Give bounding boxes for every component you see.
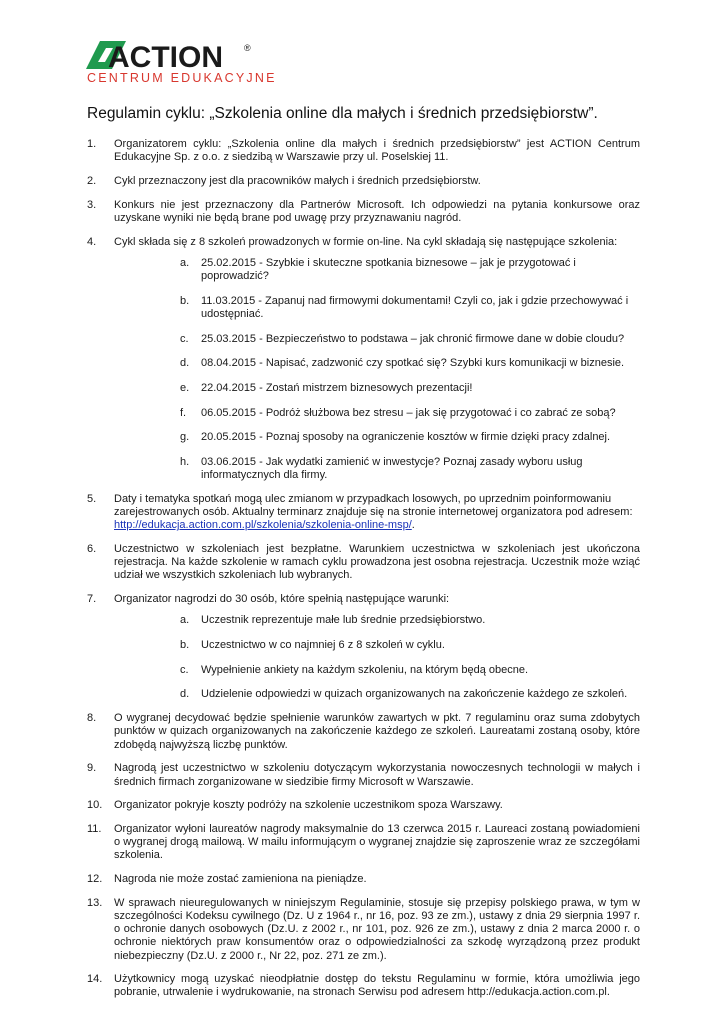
list-item [87, 973, 640, 999]
item-text: W sprawach nieuregulowanych w niniejszym Regulaminie, stosuje się przepisy polskiego prawa, w tym w szczególności Kodeksu cywilnego (Dz. U z 1964 r., nr 16, poz. 93 ze zm.), ustawy z dnia 29 sierpnia 1997 r. o ochronie danych osobowych (Dz.U. z 2002 r., nr 101, poz. 926 ze zm.), ustawy z dnia 2 marca 2000 r. o ochronie niektórych praw konsumentów oraz o odpowiedzialności za szkodę wyrządzoną przez produkt niebezpieczny (Dz.U. z 2000 r., Nr 22, poz. 271 ze zm.). [114, 896, 640, 962]
item-number: 4. [87, 235, 97, 248]
list-item [87, 712, 640, 752]
sub-list-item [114, 357, 640, 370]
list-item [87, 493, 640, 533]
item-number: 1. [87, 138, 97, 150]
list-item [87, 593, 640, 702]
item-number: 13. [87, 896, 103, 909]
sub-item-letter: c. [180, 332, 189, 345]
sub-item-text: 25.03.2015 - Bezpieczeństwo to podstawa – jak chronić firmowe dane w dobie cloudu? [201, 332, 625, 345]
list-item [87, 543, 640, 583]
brand-wordmark: ACTION [108, 41, 223, 70]
sub-list [114, 614, 640, 701]
list-item [87, 236, 640, 483]
sub-item-text: Uczestnik reprezentuje małe lub średnie przedsiębiorstwo. [201, 614, 486, 627]
sub-item-letter: f. [180, 406, 187, 419]
sub-item-text: Wypełnienie ankiety na każdym szkoleniu, na którym będą obecne. [201, 663, 529, 676]
item-text: Nagrodą jest uczestnictwo w szkoleniu dotyczącym wykorzystania nowoczesnych technologii w małych i średnich firmach zorganizowane w siedzibie firmy Microsoft w Warszawie. [114, 762, 640, 788]
item-number: 8. [87, 712, 97, 725]
item-number: 12. [87, 873, 103, 886]
link-suffix: . [411, 519, 415, 532]
item-text: Uczestnictwo w szkoleniach jest bezpłatne. Warunkiem uczestnictwa w szkoleniach jest ukończona rejestracja. Na każde szkolenie w ramach cyklu prowadzona jest osobna rejestracja. Uczestnik może wziąć udział we wszystkich szkoleniach lub wybranych. [114, 543, 640, 582]
sub-list-item [114, 639, 640, 652]
sub-item-text: 08.04.2015 - Napisać, zadzwonić czy spotkać się? Szybki kurs komunikacji w biznesie. [201, 357, 625, 370]
action-logo-mark [86, 40, 256, 70]
sub-item-letter: b. [180, 294, 190, 307]
sub-item-letter: c. [180, 663, 189, 676]
item-text: Użytkownicy mogą uzyskać nieodpłatnie dostęp do tekstu Regulaminu w formie, która umożliwia jego pobranie, utrwalenie i wydrukowanie, na stronach Serwisu pod adresem http://edukacja.action.com.pl. [114, 973, 640, 999]
item-number: 2. [87, 174, 97, 187]
sub-item-text: Uczestnictwo w co najmniej 6 z 8 szkoleń w cyklu. [201, 639, 445, 652]
sub-list-item [114, 664, 640, 677]
sub-list-item [114, 688, 640, 701]
sub-list-item [114, 295, 640, 321]
registered-mark: ® [244, 43, 251, 53]
sub-list [114, 257, 640, 483]
sub-list-item [114, 257, 640, 283]
item-number: 3. [87, 198, 97, 211]
sub-item-text: 20.05.2015 - Poznaj sposoby na ograniczenie kosztów w firmie dzięki pracy zdalnej. [201, 431, 611, 444]
item-text: Organizator wyłoni laureatów nagrody maksymalnie do 13 czerwca 2015 r. Laureaci zostaną powiadomieni o wygranej drogą mailową. W mailu informującym o wygranej znajdzie się zaproszenie wraz ze szczegółami szkolenia. [114, 822, 640, 862]
item-number: 9. [87, 762, 97, 775]
page-title: Regulamin cyklu: „Szkolenia online dla małych i średnich przedsiębiorstw”. [87, 105, 598, 122]
item-text: Cykl przeznaczony jest dla pracowników małych i średnich przedsiębiorstw. [114, 174, 481, 187]
sub-list-item [114, 614, 640, 627]
item-text: Cykl składa się z 8 szkoleń prowadzonych w formie on-line. Na cykl składają się następujące szkolenia: [114, 235, 618, 248]
list-item [87, 175, 640, 188]
item-number: 7. [87, 593, 97, 606]
sub-item-text: Udzielenie odpowiedzi w quizach organizowanych na zakończenie każdego ze szkoleń. [201, 688, 628, 701]
item-number: 11. [87, 822, 102, 835]
list-item [87, 823, 640, 863]
list-item [87, 799, 640, 812]
list-item [87, 762, 640, 788]
logo-subtitle: CENTRUM EDUKACYJNE [87, 71, 277, 85]
sub-item-text: 25.02.2015 - Szybkie i skuteczne spotkania biznesowe – jak je przygotować i poprowadzić? [201, 256, 576, 282]
sub-item-text: 03.06.2015 - Jak wydatki zamienić w inwestycje? Poznaj zasady wyboru usług informatycznych dla firmy. [201, 456, 583, 482]
list-item [87, 897, 640, 963]
item-number: 6. [87, 543, 97, 556]
list-item [87, 873, 640, 886]
item-text: Nagroda nie może zostać zamieniona na pieniądze. [114, 873, 367, 886]
sub-item-letter: a. [180, 256, 190, 269]
sub-item-letter: h. [180, 456, 190, 469]
sub-list-item [114, 382, 640, 395]
list-item [87, 199, 640, 225]
item-text: Organizatorem cyklu: „Szkolenia online dla małych i średnich przedsiębiorstw” jest ACTION Centrum Edukacyjne Sp. z o.o. z siedzibą w Warszawie przy ul. Poselskiej 11. [114, 138, 640, 164]
sub-item-letter: a. [180, 614, 190, 627]
sub-item-text: 22.04.2015 - Zostań mistrzem biznesowych prezentacji! [201, 381, 473, 394]
sub-list-item [114, 407, 640, 420]
sub-list-item [114, 333, 640, 346]
sub-item-letter: g. [180, 431, 190, 444]
item-number: 14. [87, 973, 103, 986]
sub-item-letter: e. [180, 381, 190, 394]
list-item [87, 138, 640, 164]
item-text: Organizator nagrodzi do 30 osób, które spełnią następujące warunki: [114, 593, 450, 606]
schedule-link[interactable]: http://edukacja.action.com.pl/szkolenia/szkolenia-online-msp/ [114, 519, 412, 532]
sub-item-letter: b. [180, 639, 190, 652]
sub-item-letter: d. [180, 357, 190, 370]
sub-list-item [114, 456, 640, 482]
item-text: O wygranej decydować będzie spełnienie warunków zawartych w pkt. 7 regulaminu oraz suma zdobytych punktów w quizach organizowanych na zakończenie każdego ze szkoleń. Laureatami zostaną osoby, które zdobędą najwyższą liczbę punktów. [114, 712, 640, 751]
sub-item-text: 11.03.2015 - Zapanuj nad firmowymi dokumentami! Czyli co, jak i gdzie przechowywać i udostępniać. [201, 294, 629, 320]
item-text: Daty i tematyka spotkań mogą ulec zmianom w przypadkach losowych, po uprzednim poinformowaniu zarejestrowanych osób. Aktualny terminarz znajduje się na stronie internetowej organizatora pod adresem: [114, 492, 633, 519]
item-text: Organizator pokryje koszty podróży na szkolenie uczestnikom spoza Warszawy. [114, 799, 503, 812]
sub-item-letter: d. [180, 688, 190, 701]
item-text: Konkurs nie jest przeznaczony dla Partnerów Microsoft. Ich odpowiedzi na pytania konkursowe oraz uzyskane wyniki nie będą brane pod uwagę przy przyznawaniu nagród. [114, 198, 640, 224]
regulations-list [87, 138, 640, 1010]
item-number: 10. [87, 799, 103, 812]
sub-item-text: 06.05.2015 - Podróż służbowa bez stresu – jak się przygotować i co zabrać ze sobą? [201, 406, 616, 419]
sub-list-item [114, 431, 640, 444]
item-number: 5. [87, 492, 97, 505]
